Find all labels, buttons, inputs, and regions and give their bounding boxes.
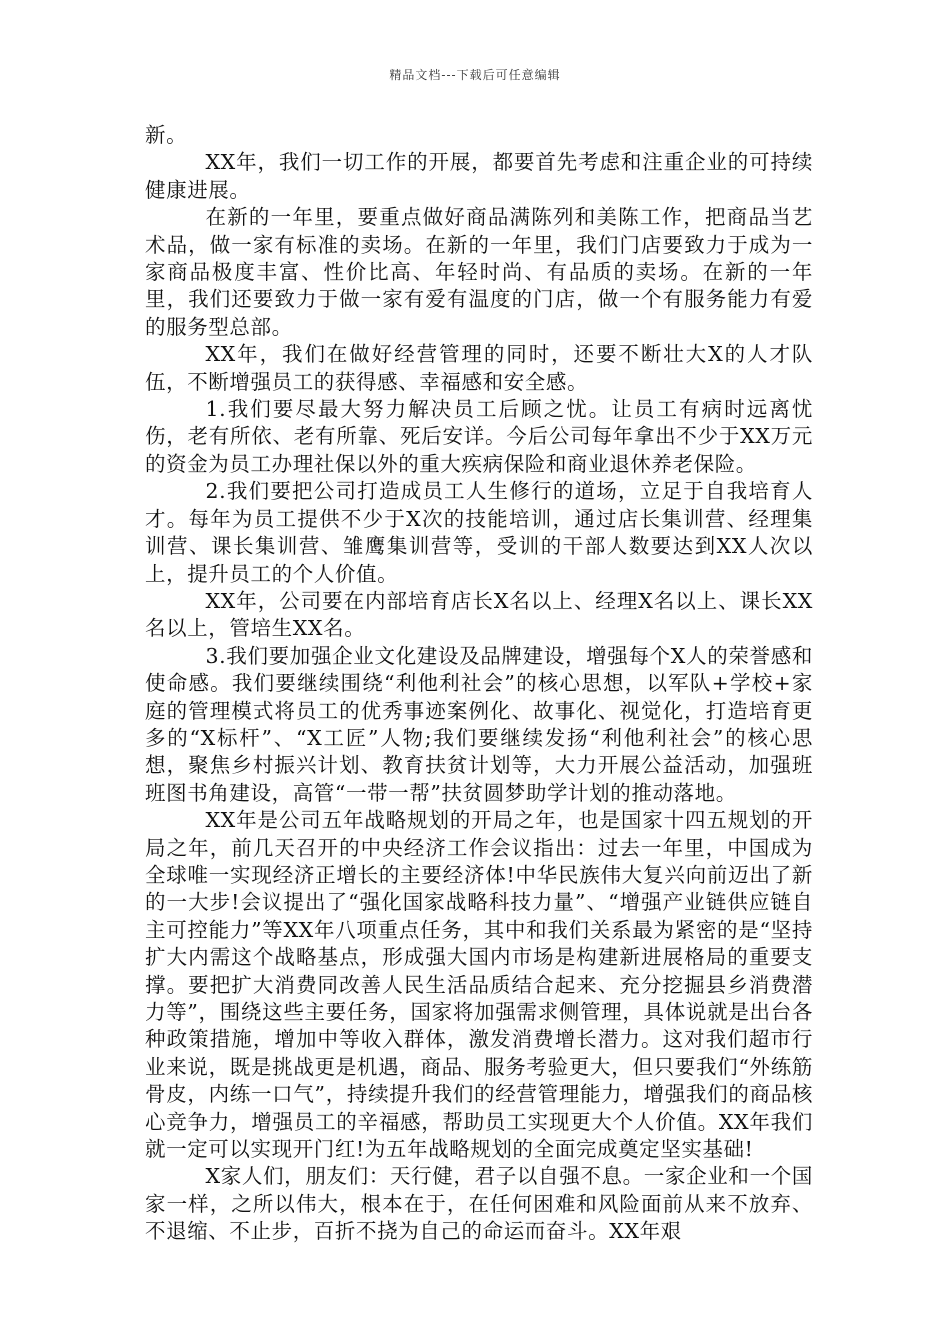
page-header: 精品文档---下载后可任意编辑 <box>389 68 561 82</box>
document-body <box>145 122 813 1246</box>
paragraph-1: 新。 <box>145 123 188 147</box>
paragraph-4: XX年，我们在做好经营管理的同时，还要不断壮大X的人才队伍，不断增强员工的获得感、幸福感和安全感。 <box>145 342 813 394</box>
paragraph-9: XX年是公司五年战略规划的开局之年，也是国家十四五规划的开局之年，前几天召开的中央经济工作会议指出：过去一年里，中国成为全球唯一实现经济正增长的主要经济体!中华民族伟大复兴向前迈出了新的一大步!会议提出了“强化国家战略科技力量”、“增强产业链供应链自主可控能力”等XX年八项重点任务，其中和我们关系最为紧密的是“坚持扩大内需这个战略基点，形成强大国内市场是构建新进展格局的重要支撑。要把扩大消费同改善人民生活品质结合起来、充分挖掘县乡消费潜力等”，围绕这些主要任务，国家将加强需求侧管理，具体说就是出台各种政策措施，增加中等收入群体，激发消费增长潜力。这对我们超市行业来说，既是挑战更是机遇，商品、服务考验更大，但只要我们“外练筋骨皮，内练一口气”，持续提升我们的经营管理能力，增强我们的商品核心竞争力，增强员工的辛福感，帮助员工实现更大个人价值。XX年我们就一定可以实现开门红!为五年战略规划的全面完成奠定坚实基础! <box>145 808 813 1162</box>
paragraph-2: XX年，我们一切工作的开展，都要首先考虑和注重企业的可持续健康进展。 <box>145 150 813 202</box>
paragraph-8: 3.我们要加强企业文化建设及品牌建设，增强每个X人的荣誉感和使命感。我们要继续围绕“利他利社会”的核心思想，以军队+学校+家庭的管理模式将员工的优秀事迹案例化、故事化、视觉化，打造培育更多的“X标杆”、“X工匠”人物;我们要继续发扬“利他利社会”的核心思想，聚焦乡村振兴计划、教育扶贫计划等，大力开展公益活动，加强班班图书角建设，高管“一带一帮”扶贫圆梦助学计划的推动落地。 <box>145 643 813 805</box>
paragraph-7: XX年，公司要在内部培育店长X名以上、经理X名以上、课长XX名以上，管培生XX名。 <box>145 588 813 641</box>
paragraph-10: X家人们，朋友们：天行健，君子以自强不息。一家企业和一个国家一样，之所以伟大，根本在于，在任何困难和风险面前从来不放弃、不退缩、不止步，百折不挠为自己的命运而奋斗。XX年艰 <box>145 1164 813 1244</box>
paragraph-5: 1.我们要尽最大努力解决员工后顾之忧。让员工有病时远离忧伤，老有所依、老有所靠、死后安详。今后公司每年拿出不少于XX万元的资金为员工办理社保以外的重大疾病保险和商业退休养老保险。 <box>145 397 813 476</box>
paragraph-3: 在新的一年里，要重点做好商品满陈列和美陈工作，把商品当艺术品，做一家有标准的卖场。在新的一年里，我们门店要致力于成为一家商品极度丰富、性价比高、年轻时尚、有品质的卖场。在新的一年里，我们还要致力于做一家有爱有温度的门店，做一个有服务能力有爱的服务型总部。 <box>145 205 813 339</box>
paragraph-6: 2.我们要把公司打造成员工人生修行的道场，立足于自我培育人才。每年为员工提供不少于X次的技能培训，通过店长集训营、经理集训营、课长集训营、雏鹰集训营等，受训的干部人数要达到XX人次以上，提升员工的个人价值。 <box>145 479 813 586</box>
